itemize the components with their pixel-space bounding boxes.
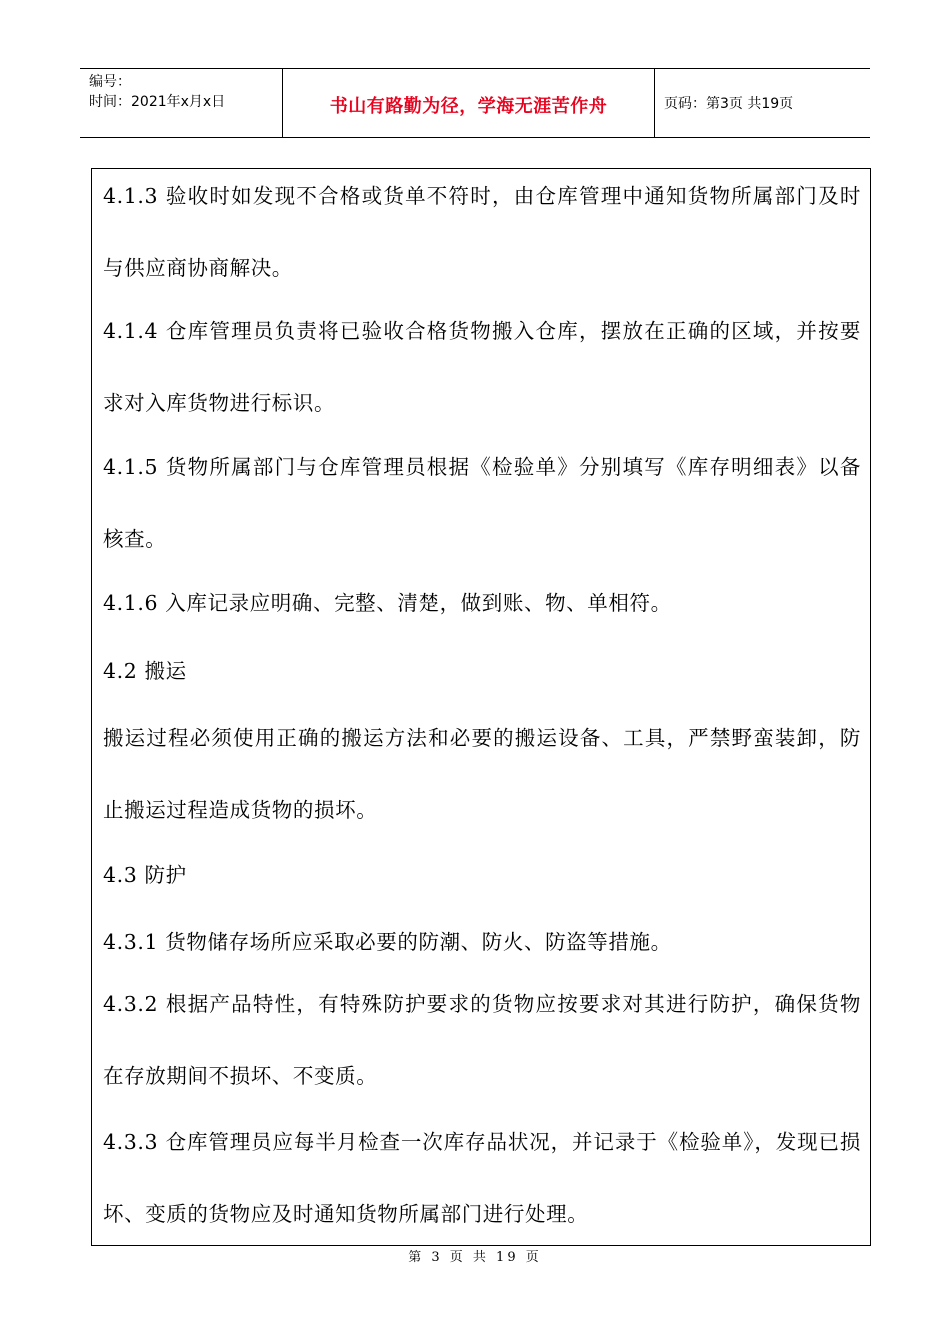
header-page-info: 页码：第3页 共19页 — [664, 96, 794, 112]
header-motto-cell — [283, 69, 655, 137]
paragraph-transport: 搬运过程必须使用正确的搬运方法和必要的搬运设备、工具，严禁野蛮装卸，防止搬运过程造成货物的损坏。 — [103, 726, 861, 822]
paragraph-4-3-2: 4.3.2 根据产品特性，有特殊防护要求的货物应按要求对其进行防护，确保货物在存放期间不损坏、不变质。 — [103, 992, 861, 1088]
motto-text: 书山有路勤为径，学海无涯苦作舟 — [329, 96, 608, 117]
paragraph-4-1-6: 4.1.6 入库记录应明确、完整、清楚，做到账、物、单相符。 — [103, 591, 672, 615]
document-number-label: 编号： — [89, 74, 131, 90]
page-header — [80, 68, 870, 138]
section-heading-4-2: 4.2 搬运 — [103, 659, 187, 683]
header-meta-cell — [80, 69, 283, 137]
document-date-label: 时间：2021年x月x日 — [89, 94, 226, 110]
paragraph-4-1-3: 4.1.3 验收时如发现不合格或货单不符时，由仓库管理中通知货物所属部门及时与供应商协商解决。 — [103, 184, 861, 280]
paragraph-4-3-1: 4.3.1 货物储存场所应采取必要的防潮、防火、防盗等措施。 — [103, 930, 672, 954]
section-heading-4-3: 4.3 防护 — [103, 863, 187, 887]
document-body — [91, 168, 871, 1246]
paragraph-4-1-5: 4.1.5 货物所属部门与仓库管理员根据《检验单》分别填写《库存明细表》以备核查。 — [103, 455, 861, 551]
paragraph-4-3-3: 4.3.3 仓库管理员应每半月检查一次库存品状况，并记录于《检验单》，发现已损坏、变质的货物应及时通知货物所属部门进行处理。 — [103, 1130, 861, 1226]
page-footer: 第 3 页 共 19 页 — [408, 1250, 542, 1265]
paragraph-4-1-4: 4.1.4 仓库管理员负责将已验收合格货物搬入仓库，摆放在正确的区域，并按要求对入库货物进行标识。 — [103, 319, 861, 415]
header-page-cell — [655, 69, 870, 137]
